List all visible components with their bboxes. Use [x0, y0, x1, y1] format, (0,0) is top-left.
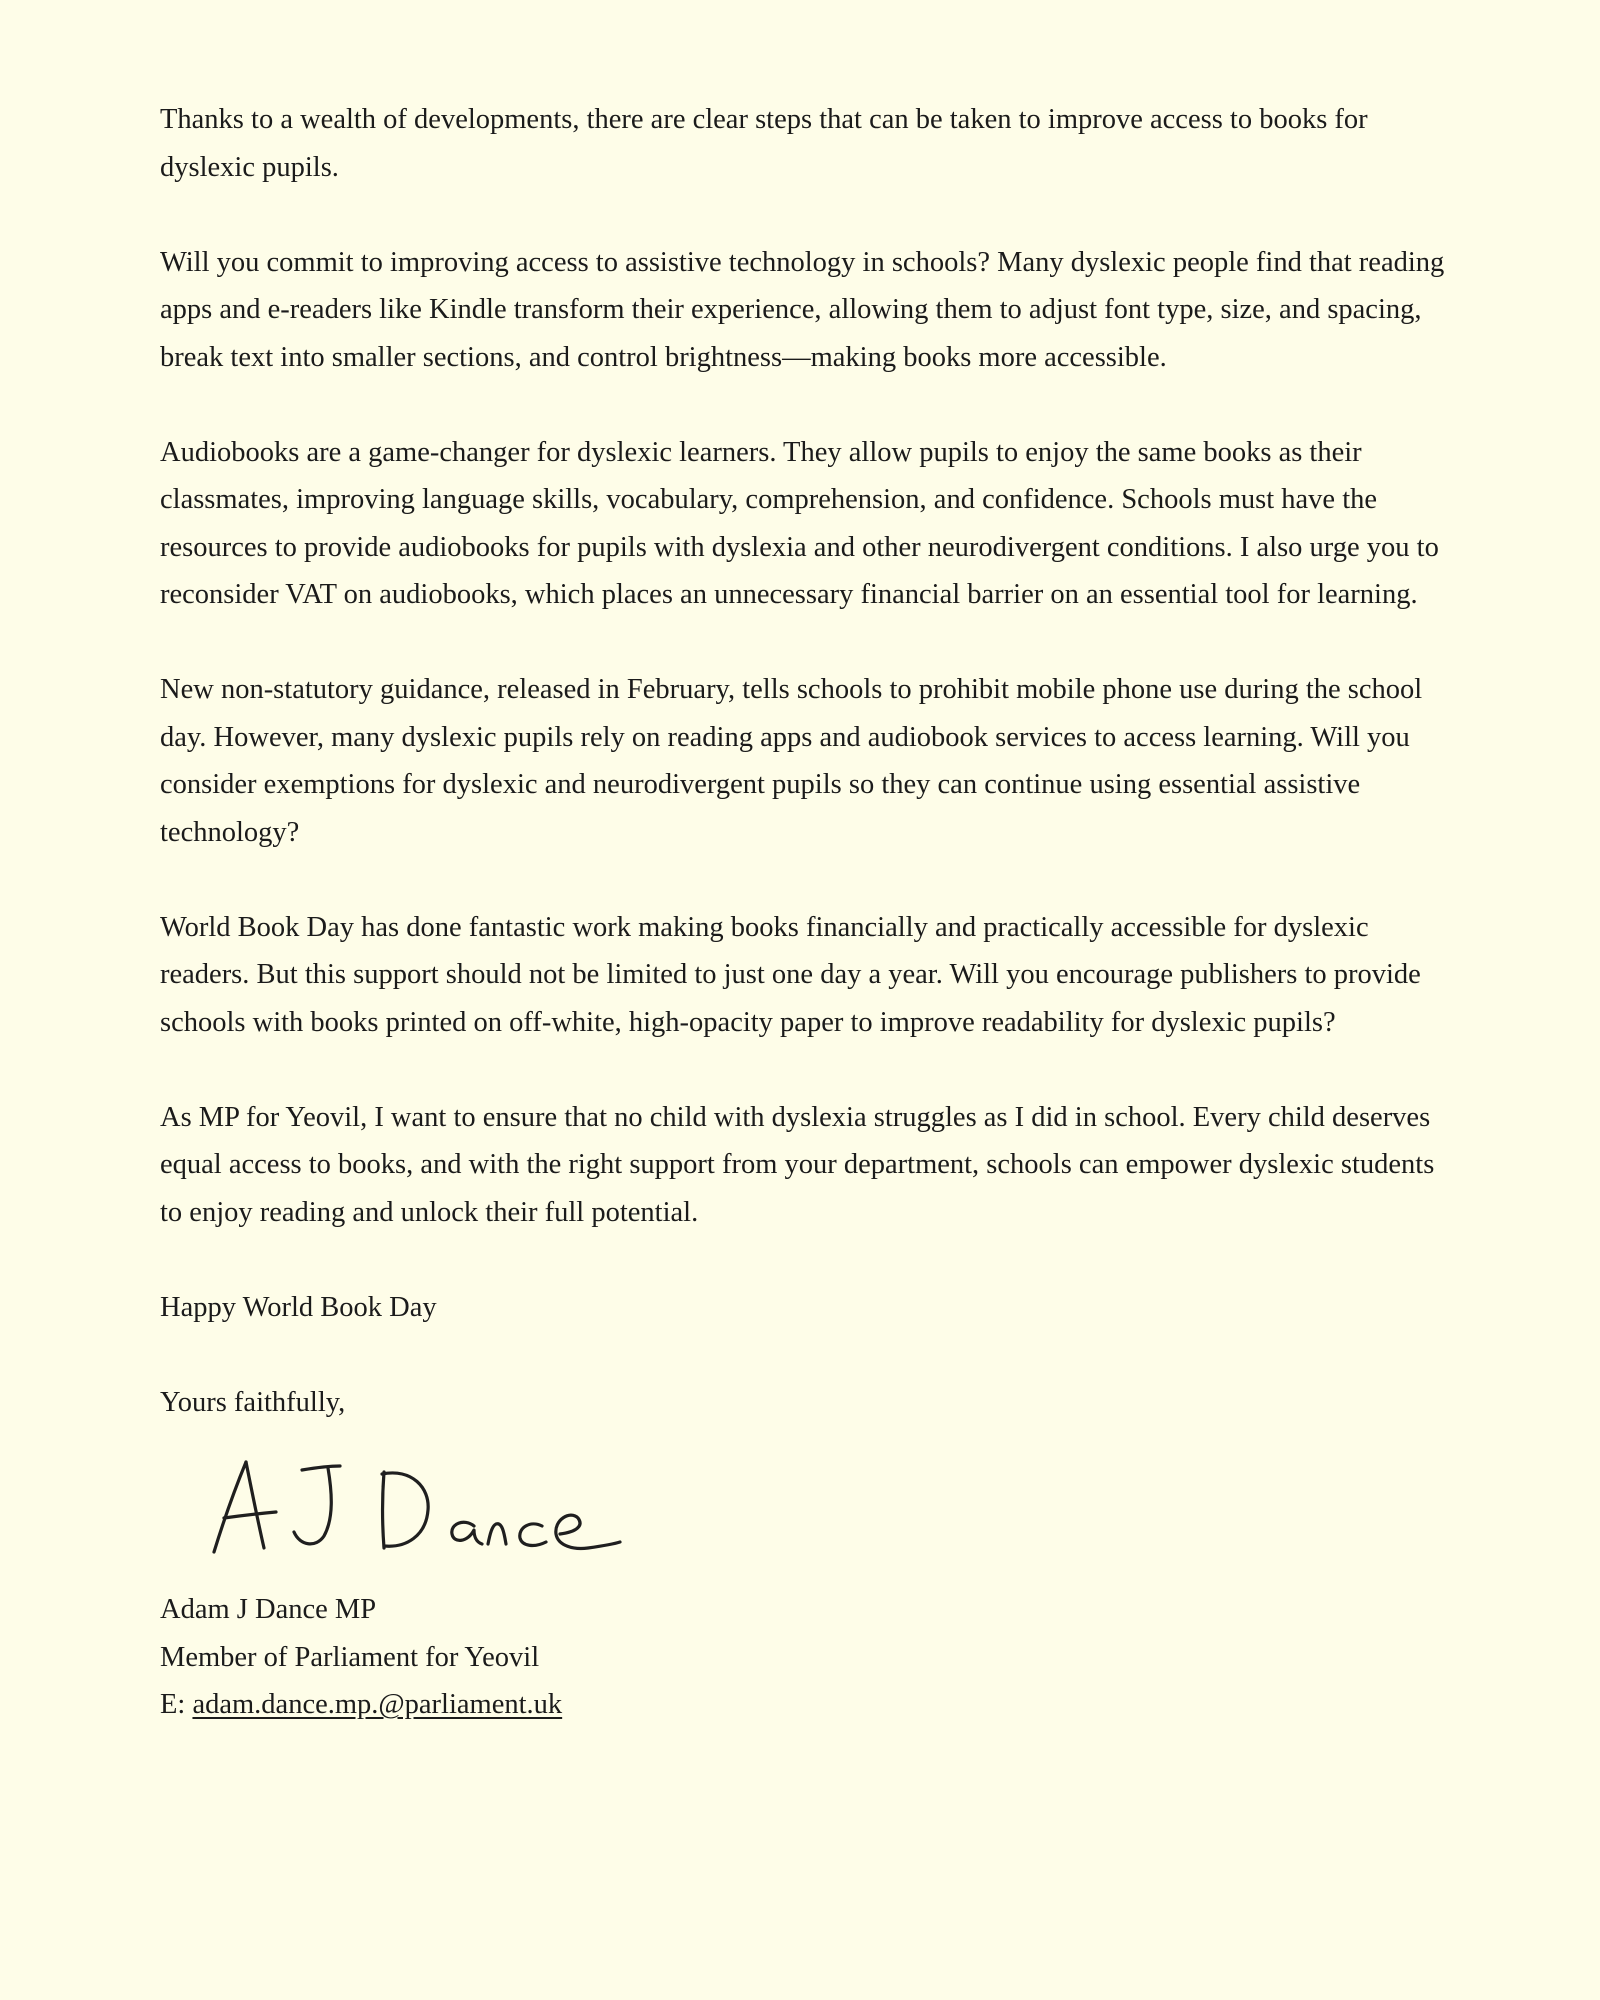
- paragraph-audiobooks: Audiobooks are a game-changer for dyslexic learners. They allow pupils to enjoy the same books as their classmates, improving language skills, vocabulary, comprehension, and confidence. Schools must have the resources to provide audiobooks for pupils with dyslexia and other neurodivergent conditions. I also urge you to reconsider VAT on audiobooks, which places an unnecessary financial barrier on an essential tool for learning.: [160, 436, 1439, 610]
- closing-greeting: Happy World Book Day: [160, 1291, 437, 1323]
- signatory-name: Adam J Dance MP: [160, 1594, 377, 1625]
- signatory-block: [160, 1586, 1460, 1729]
- paragraph-intro: Thanks to a wealth of developments, there are clear steps that can be taken to improve access to books for dyslexic pupils.: [160, 104, 1368, 183]
- paragraph-conclusion: As MP for Yeovil, I want to ensure that no child with dyslexia struggles as I did in school. Every child deserves equal access to books, and with the right support from your department, schools can empower dyslexic students to enjoy reading and unlock their full potential.: [160, 1101, 1435, 1228]
- signatory-email-line: [160, 1681, 1460, 1729]
- email-prefix: E:: [160, 1689, 186, 1720]
- paragraph-world-book-day: World Book Day has done fantastic work making books financially and practically accessible for dyslexic readers. But this support should not be limited to just one day a year. Will you encourage publishers to provide schools with books printed on off-white, high-opacity paper to improve readability for dyslexic pupils?: [160, 911, 1421, 1038]
- valediction: Yours faithfully,: [160, 1386, 346, 1418]
- handwritten-signature: [206, 1448, 666, 1568]
- letter-body: [160, 96, 1460, 1729]
- paragraph-assistive-technology: Will you commit to improving access to assistive technology in schools? Many dyslexic people find that reading apps and e-readers like Kindle transform their experience, allowing them to adjust font type, size, and spacing, break text into smaller sections, and control brightness—making books more accessible.: [160, 246, 1445, 373]
- paragraph-mobile-phone-guidance: New non-statutory guidance, released in February, tells schools to prohibit mobile phone use during the school day. However, many dyslexic pupils rely on reading apps and audiobook services to access learning. Will you consider exemptions for dyslexic and neurodivergent pupils so they can continue using essential assistive technology?: [160, 674, 1423, 848]
- email-link[interactable]: adam.dance.mp.@parliament.uk: [192, 1689, 563, 1720]
- signatory-role: Member of Parliament for Yeovil: [160, 1641, 540, 1673]
